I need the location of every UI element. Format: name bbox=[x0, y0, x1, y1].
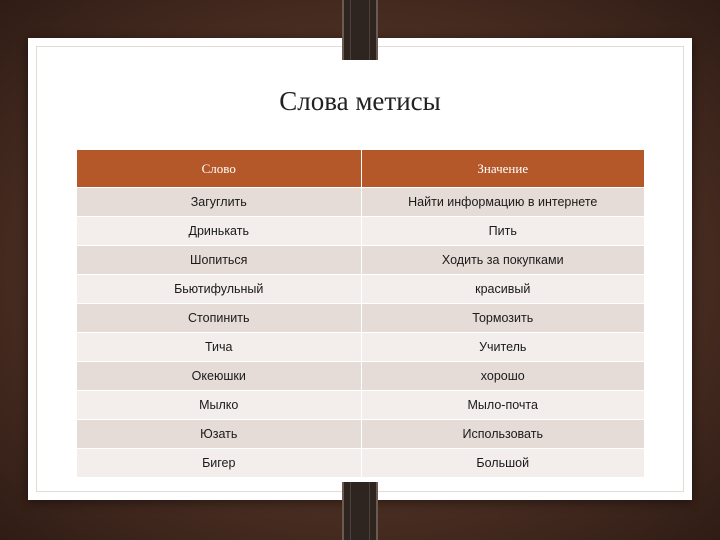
page-title: Слова метисы bbox=[279, 86, 441, 116]
word-cell: Шопиться bbox=[77, 246, 361, 275]
meaning-cell: Ходить за покупками bbox=[361, 246, 644, 275]
table-row bbox=[77, 275, 644, 304]
meaning-cell: Учитель bbox=[361, 333, 644, 362]
word-cell: Океюшки bbox=[77, 362, 361, 391]
binder-clip-top bbox=[342, 0, 378, 60]
word-cell: Загуглить bbox=[77, 188, 361, 217]
word-cell: Бьютифульный bbox=[77, 275, 361, 304]
meaning-cell: Использовать bbox=[361, 420, 644, 449]
meaning-cell: Большой bbox=[361, 449, 644, 478]
table-row bbox=[77, 217, 644, 246]
meaning-cell: хорошо bbox=[361, 362, 644, 391]
word-cell: Дринькать bbox=[77, 217, 361, 246]
word-cell: Стопинить bbox=[77, 304, 361, 333]
word-cell: Юзать bbox=[77, 420, 361, 449]
words-table bbox=[77, 150, 644, 477]
binder-clip-bottom bbox=[342, 482, 378, 540]
table-row bbox=[77, 304, 644, 333]
table-row bbox=[77, 362, 644, 391]
table-row bbox=[77, 188, 644, 217]
word-cell: Бигер bbox=[77, 449, 361, 478]
table-row bbox=[77, 333, 644, 362]
table-header-row bbox=[77, 150, 644, 188]
meaning-cell: Тормозить bbox=[361, 304, 644, 333]
column-header-word: Слово bbox=[77, 150, 361, 188]
table-row bbox=[77, 420, 644, 449]
table-row bbox=[77, 391, 644, 420]
meaning-cell: Мыло-почта bbox=[361, 391, 644, 420]
meaning-cell: Пить bbox=[361, 217, 644, 246]
table-row bbox=[77, 449, 644, 478]
column-header-meaning: Значение bbox=[361, 150, 644, 188]
meaning-cell: Найти информацию в интернете bbox=[361, 188, 644, 217]
word-cell: Тича bbox=[77, 333, 361, 362]
table-row bbox=[77, 246, 644, 275]
word-cell: Мылко bbox=[77, 391, 361, 420]
meaning-cell: красивый bbox=[361, 275, 644, 304]
